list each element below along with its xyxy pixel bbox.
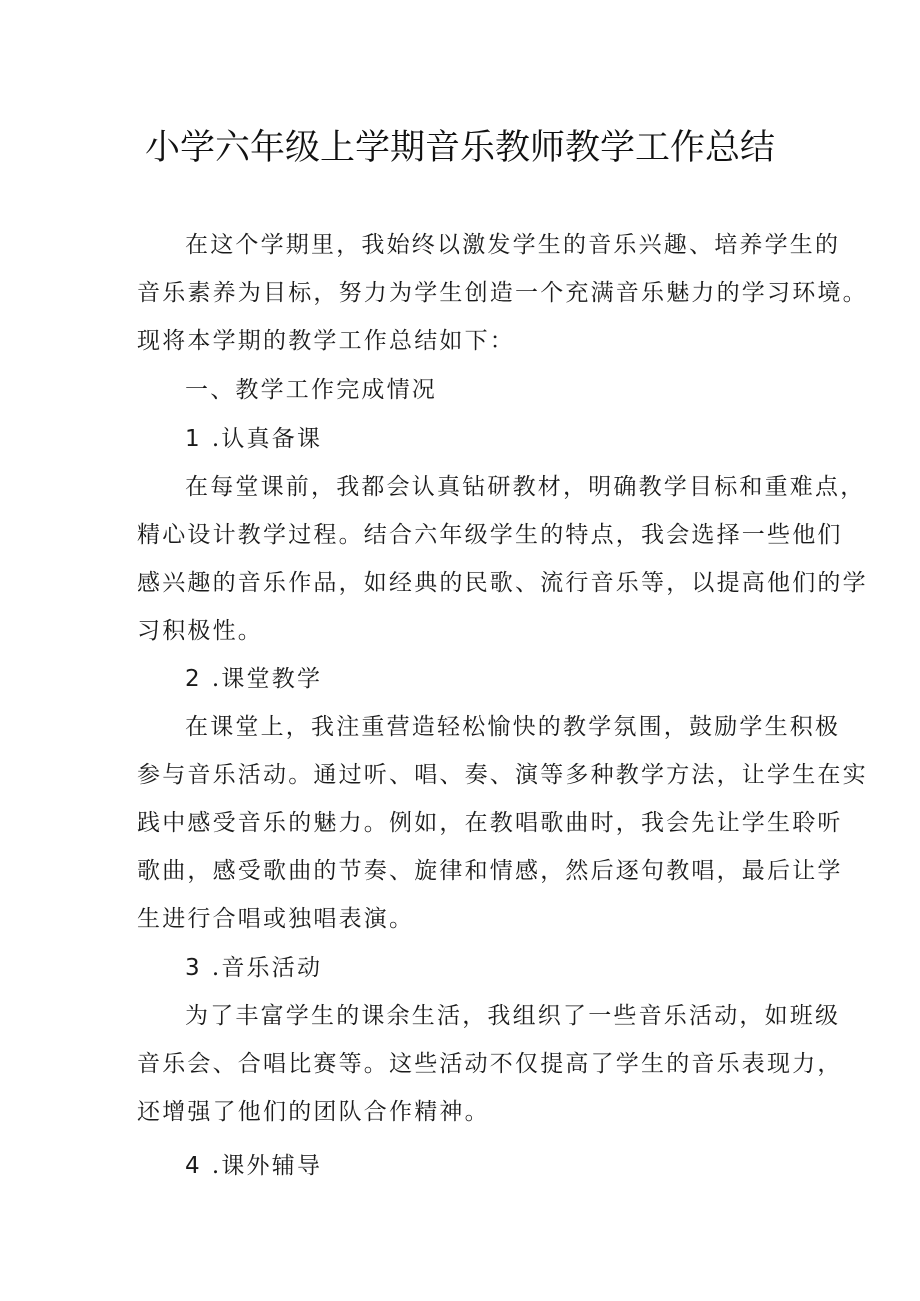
item-title-2: .课堂教学 xyxy=(211,666,323,692)
item-paragraph-3 xyxy=(137,992,843,1136)
item-heading-3 xyxy=(185,944,322,992)
intro-line-1: 在这个学期里，我始终以激发学生的音乐兴趣、培养学生的 xyxy=(185,232,841,258)
item1-line-4: 习积极性。 xyxy=(137,618,263,644)
intro-line-2: 音乐素养为目标，努力为学生创造一个充满音乐魅力的学习环境。 xyxy=(137,280,868,306)
item-title-4: .课外辅导 xyxy=(211,1153,323,1179)
item2-line-3: 践中感受音乐的魅力。例如，在教唱歌曲时，我会先让学生聆听 xyxy=(137,810,843,836)
item1-line-3: 感兴趣的音乐作品，如经典的民歌、流行音乐等，以提高他们的学 xyxy=(137,570,868,596)
item3-line-2: 音乐会、合唱比赛等。这些活动不仅提高了学生的音乐表现力， xyxy=(137,1051,843,1077)
item2-line-2: 参与音乐活动。通过听、唱、奏、演等多种教学方法，让学生在实 xyxy=(137,762,868,788)
item3-line-3: 还增强了他们的团队合作精神。 xyxy=(137,1099,490,1125)
item2-line-4: 歌曲，感受歌曲的节奏、旋律和情感，然后逐句教唱，最后让学 xyxy=(137,858,843,884)
section-heading-1: 一、教学工作完成情况 xyxy=(185,377,437,403)
intro-line-3: 现将本学期的教学工作总结如下： xyxy=(137,328,515,354)
item-heading-2 xyxy=(185,655,322,703)
item-paragraph-1 xyxy=(137,463,868,655)
intro-paragraph xyxy=(137,221,868,365)
item-number-4: 4 xyxy=(185,1153,202,1179)
item2-line-5: 生进行合唱或独唱表演。 xyxy=(137,906,415,932)
item-title-3: .音乐活动 xyxy=(211,955,323,981)
item1-line-1: 在每堂课前，我都会认真钻研教材，明确教学目标和重难点， xyxy=(185,474,866,500)
item-number-2: 2 xyxy=(185,666,202,692)
item-title-1: .认真备课 xyxy=(211,426,323,452)
item2-line-1: 在课堂上，我注重营造轻松愉快的教学氛围，鼓励学生积极 xyxy=(185,714,841,740)
item-heading-4 xyxy=(185,1142,322,1190)
item-number-1: 1 xyxy=(185,426,202,452)
item-number-3: 3 xyxy=(185,955,202,981)
item1-line-2: 精心设计教学过程。结合六年级学生的特点，我会选择一些他们 xyxy=(137,522,843,548)
document-title: 小学六年级上学期音乐教师教学工作总结 xyxy=(144,128,775,168)
item3-line-1: 为了丰富学生的课余生活，我组织了一些音乐活动，如班级 xyxy=(185,1003,841,1029)
item-heading-1 xyxy=(185,415,322,463)
item-paragraph-2 xyxy=(137,703,868,943)
